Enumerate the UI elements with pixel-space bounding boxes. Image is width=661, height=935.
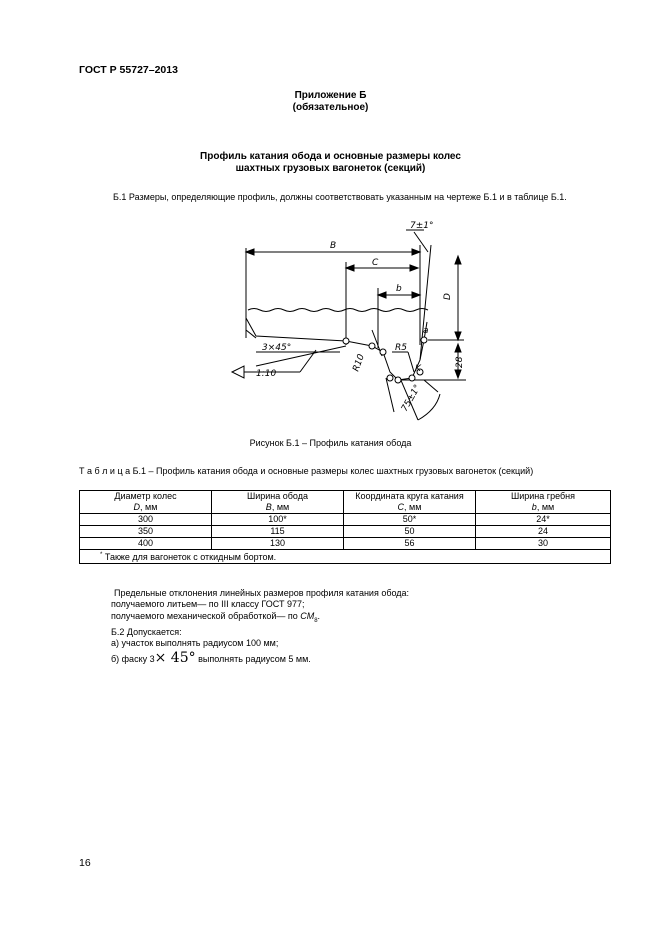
dimensions-table: [79, 490, 611, 564]
label-chamfer: 3×45°: [262, 343, 292, 353]
label-angle-bottom: 75±1°: [399, 383, 424, 414]
table-cell: 30: [476, 538, 611, 550]
header-flange-width: Ширина гребня b, мм: [476, 491, 611, 514]
table-cell: 56: [344, 538, 476, 550]
note-line: б) фаску 3× 45° выполнять радиусом 5 мм.: [111, 650, 311, 667]
table-cell: 400: [80, 538, 212, 550]
intro-paragraph: Б.1 Размеры, определяющие профиль, должны соответствовать указанным на чертеже Б.1 и в таблице Б.1.: [113, 192, 567, 202]
table-header-row: [80, 491, 611, 514]
section-title-line1: Профиль катания обода и основные размеры колес: [200, 151, 461, 162]
label-r10: R10: [351, 352, 367, 374]
note-line: Б.2 Допускается:: [111, 626, 182, 637]
figure-caption: Рисунок Б.1 – Профиль катания обода: [249, 438, 412, 448]
table-row: [80, 538, 611, 550]
label-a: a: [423, 326, 429, 336]
note-line: получаемого механической обработкой— по $СМ_8$.: [111, 610, 321, 624]
table-footnote: * Также для вагонеток с откидным бортом.: [80, 550, 611, 564]
label-D: D: [443, 293, 453, 300]
header-width: Ширина обода B, мм: [212, 491, 344, 514]
label-r5: R5: [395, 343, 407, 353]
table-cell: 50: [344, 526, 476, 538]
header-diameter: Диаметр колес D, мм: [80, 491, 212, 514]
table-footnote-row: [80, 550, 611, 564]
note-line: Предельные отклонения линейных размеров профиля катания обода:: [114, 588, 410, 598]
table-caption: Т а б л и ц а Б.1 – Профиль катания обода и основные размеры колес шахтных грузовых вагонеток (секций): [79, 466, 534, 476]
note-line: а) участок выполнять радиусом 100 мм;: [111, 637, 279, 648]
table-cell: 350: [80, 526, 212, 538]
table-cell: 115: [212, 526, 344, 538]
table-cell: 24: [476, 526, 611, 538]
appendix-status: (обязательное): [292, 102, 369, 113]
table-cell: 130: [212, 538, 344, 550]
section-title-line2: шахтных грузовых вагонеток (секций): [235, 163, 426, 174]
table-row: [80, 526, 611, 538]
appendix-title: Приложение Б: [294, 90, 367, 101]
standard-header: ГОСТ Р 55727–2013: [79, 64, 178, 76]
notes-block: [111, 588, 409, 666]
label-angle-top: 7±1°: [410, 221, 434, 231]
page-number: 16: [79, 857, 91, 869]
label-C: C: [372, 258, 379, 268]
label-slope: 1:10: [256, 369, 277, 379]
table-cell: 50*: [344, 514, 476, 526]
label-28: 28: [455, 356, 465, 368]
label-k: K: [415, 364, 421, 374]
label-B: B: [330, 241, 337, 251]
note-line: получаемого литьем— по III классу ГОСТ 977;: [111, 599, 305, 610]
table-cell: 100*: [212, 514, 344, 526]
table-cell: 300: [80, 514, 212, 526]
table-row: [80, 514, 611, 526]
label-b: b: [396, 284, 402, 294]
header-coordinate: Координата круга катания C, мм: [344, 491, 476, 514]
table-cell: 24*: [476, 514, 611, 526]
